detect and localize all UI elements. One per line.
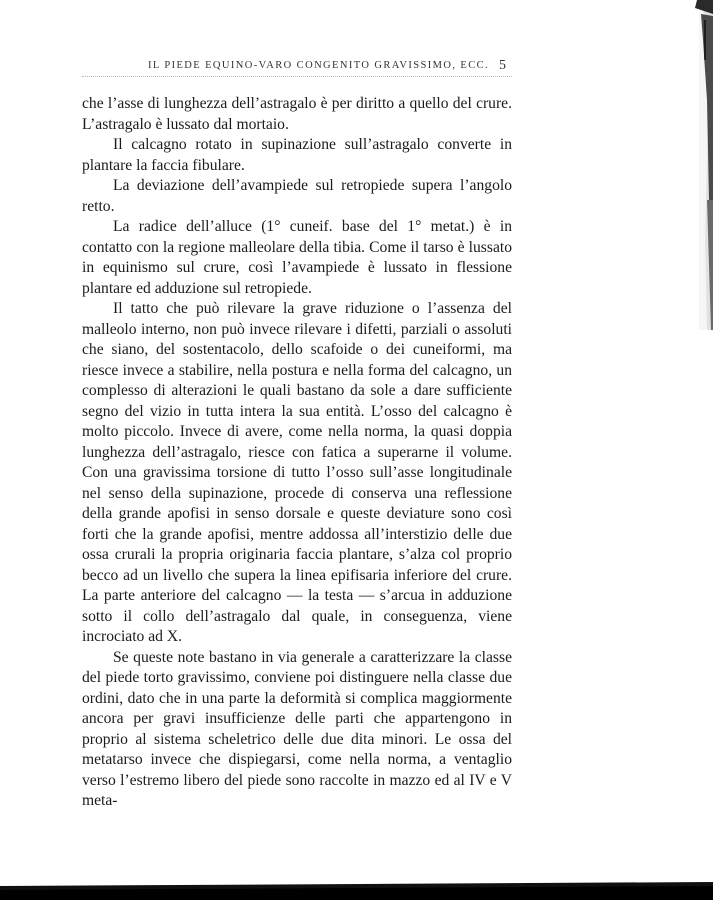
paragraph: La radice dell’alluce (1° cuneif. base del 1° metat.) è in contatto con la regione malleolare della tibia. Come il tarso è lussato in equinismo sul crure, così l’avampiede è lussato in flessione plantare ed adduzione sul retropiede.: [82, 218, 512, 297]
scan-edge-shadow: [633, 0, 713, 330]
header-rule: [82, 76, 512, 77]
paragraph: Il tatto che può rilevare la grave riduzione o l’assenza del malleolo interno, non può invece rilevare i difetti, parziali o assoluti che siano, del sostentacolo, dello scafoide o dei cuneiformi, ma riesce invece a stabilire, nella postura e nella forma del calcagno, un complesso di alterazioni le quali bastano da sole a dare sufficiente segno del vizio in tutta intera la sua entità. L’osso del calcagno è molto piccolo. Invece di avere, come nella norma, la quasi doppia lunghezza dell’astragalo, riesce con fatica a superarne il volume. Con una gravissima torsione di tutto l’osso sull’asse longitudinale nel senso della supinazione, procede di conserva una reflessione della grande apofisi in senso dorsale e queste deviature sono così forti che la grande apofisi, mentre addossa all’interstizio delle due ossa crurali la propria originaria faccia plantare, s’alza col proprio becco ad un livello che supera la linea epifisaria inferiore del crure. La parte anteriore del calcagno — la testa — s’arcua in adduzione sotto il collo dell’astragalo dal quale, in conseguenza, viene incrociato ad X.: [82, 300, 512, 645]
page-header: [82, 58, 512, 78]
paragraph: che l’asse di lunghezza dell’astragalo è per diritto a quello del crure. L’astragalo è lussato dal mortaio.: [82, 95, 512, 133]
paragraph: Il calcagno rotato in supinazione sull’astragalo converte in plantare la faccia fibulare.: [82, 136, 512, 174]
paragraph: Se queste note bastano in via generale a caratterizzare la classe del piede torto gravissimo, conviene poi distinguere nella classe due ordini, dato che in una parte la deformità si complica maggiormente ancora per gravi insufficienze delle parti che appartengono in proprio al sistema scheletrico delle due dita minori. Le ossa del metatarso invece che dispiegarsi, come nella norma, a ventaglio verso l’estremo libero del piede sono raccolte in mazzo ed al IV e V meta-: [82, 648, 512, 809]
running-head: IL PIEDE EQUINO-VARO CONGENITO GRAVISSIMO, ECC.: [148, 60, 490, 71]
paragraph: La deviazione dell’avampiede sul retropiede supera l’angolo retto.: [82, 177, 512, 215]
body-text: [82, 94, 512, 812]
page-number: 5: [499, 58, 506, 73]
scan-bottom-edge: [0, 878, 713, 900]
